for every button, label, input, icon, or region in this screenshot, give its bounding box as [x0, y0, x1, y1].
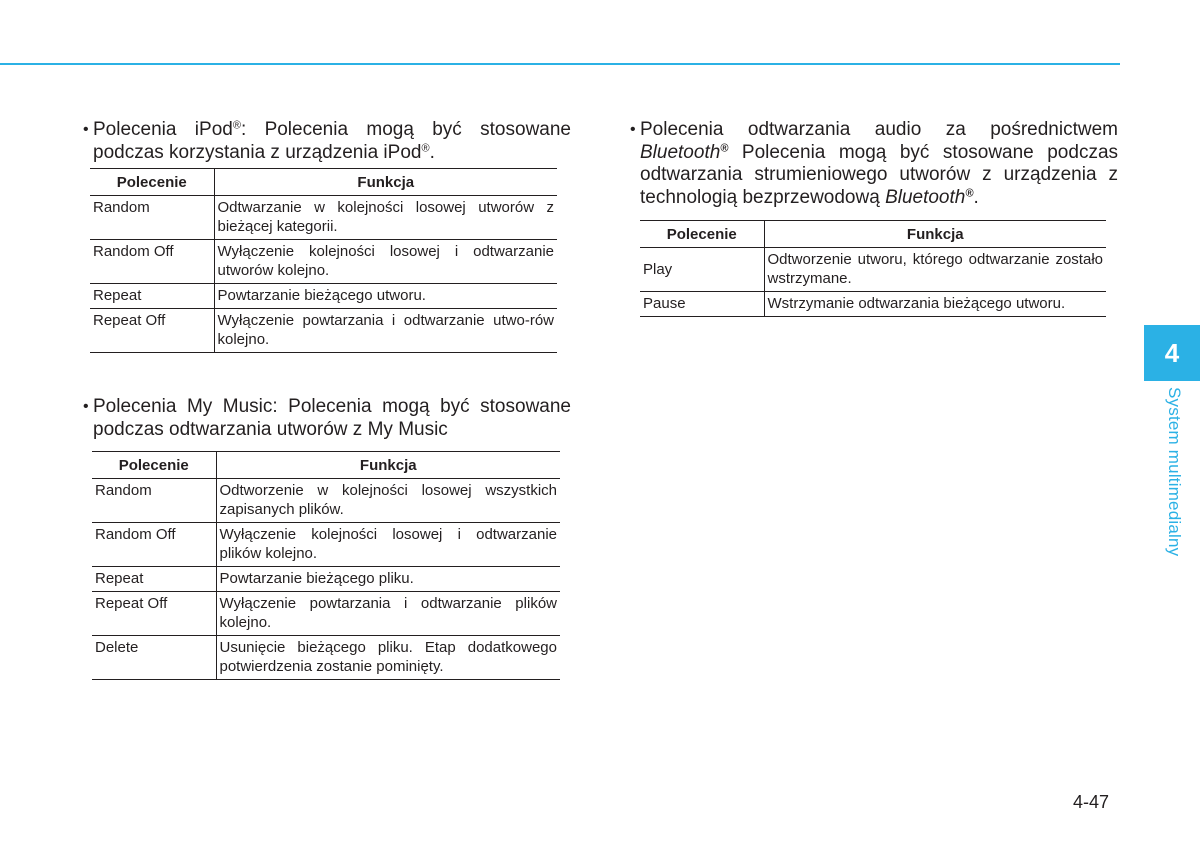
function-cell: Odtworzenie utworu, którego odtwarzanie zostało wstrzymane.	[764, 248, 1106, 292]
header-rule	[0, 63, 1120, 65]
bluetooth-commands-table	[640, 220, 1106, 317]
table-header-row	[640, 221, 1106, 248]
function-cell: Wyłączenie kolejności losowej i odtwarzanie utworów kolejno.	[214, 240, 557, 284]
command-cell: Repeat Off	[92, 592, 216, 636]
column-header-command: Polecenie	[90, 169, 214, 196]
command-cell: Random Off	[92, 523, 216, 567]
table-row	[90, 240, 557, 284]
command-cell: Repeat Off	[90, 309, 214, 353]
function-cell: Wstrzymanie odtwarzania bieżącego utworu.	[764, 292, 1106, 317]
command-cell: Random	[92, 479, 216, 523]
function-cell: Wyłączenie powtarzania i odtwarzanie plików kolejno.	[216, 592, 560, 636]
chapter-tab: 4	[1144, 325, 1200, 381]
table-row	[90, 196, 557, 240]
table-row	[640, 292, 1106, 317]
command-cell: Repeat	[90, 284, 214, 309]
chapter-title: System multimedialny	[1165, 387, 1184, 557]
function-cell: Odtworzenie w kolejności losowej wszystkich zapisanych plików.	[216, 479, 560, 523]
function-cell: Usunięcie bieżącego pliku. Etap dodatkowego potwierdzenia zostanie pominięty.	[216, 636, 560, 680]
table-header-row	[90, 169, 557, 196]
ipod-commands-table	[90, 168, 557, 353]
command-cell: Random Off	[90, 240, 214, 284]
table-row	[90, 309, 557, 353]
function-cell: Powtarzanie bieżącego pliku.	[216, 567, 560, 592]
command-cell: Random	[90, 196, 214, 240]
ipod-intro: • Polecenia iPod®: Polecenia mogą być stosowane podczas korzystania z urządzenia iPod®.	[83, 119, 571, 164]
column-header-command: Polecenie	[640, 221, 764, 248]
table-header-row	[92, 452, 560, 479]
my-music-commands-table	[92, 451, 560, 680]
command-cell: Delete	[92, 636, 216, 680]
bluetooth-intro: • Polecenia odtwarzania audio za pośrednictwem Bluetooth® Polecenia mogą być stosowane podczas odtwarzania strumieniowego utworów z urządzenia z technologią bezprzewodową Bluetooth®.	[630, 119, 1118, 209]
command-cell: Pause	[640, 292, 764, 317]
function-cell: Powtarzanie bieżącego utworu.	[214, 284, 557, 309]
table-row	[92, 567, 560, 592]
table-row	[92, 479, 560, 523]
function-cell: Wyłączenie kolejności losowej i odtwarzanie plików kolejno.	[216, 523, 560, 567]
function-cell: Odtwarzanie w kolejności losowej utworów z bieżącej kategorii.	[214, 196, 557, 240]
command-cell: Play	[640, 248, 764, 292]
column-header-command: Polecenie	[92, 452, 216, 479]
table-row	[92, 523, 560, 567]
table-row	[92, 592, 560, 636]
table-row	[90, 284, 557, 309]
function-cell: Wyłączenie powtarzania i odtwarzanie utwo-rów kolejno.	[214, 309, 557, 353]
page-number: 4-47	[1073, 792, 1110, 812]
column-header-function: Funkcja	[214, 169, 557, 196]
table-row	[92, 636, 560, 680]
command-cell: Repeat	[92, 567, 216, 592]
my-music-intro: • Polecenia My Music: Polecenia mogą być stosowane podczas odtwarzania utworów z My Music	[83, 396, 571, 441]
table-row	[640, 248, 1106, 292]
column-header-function: Funkcja	[764, 221, 1106, 248]
column-header-function: Funkcja	[216, 452, 560, 479]
